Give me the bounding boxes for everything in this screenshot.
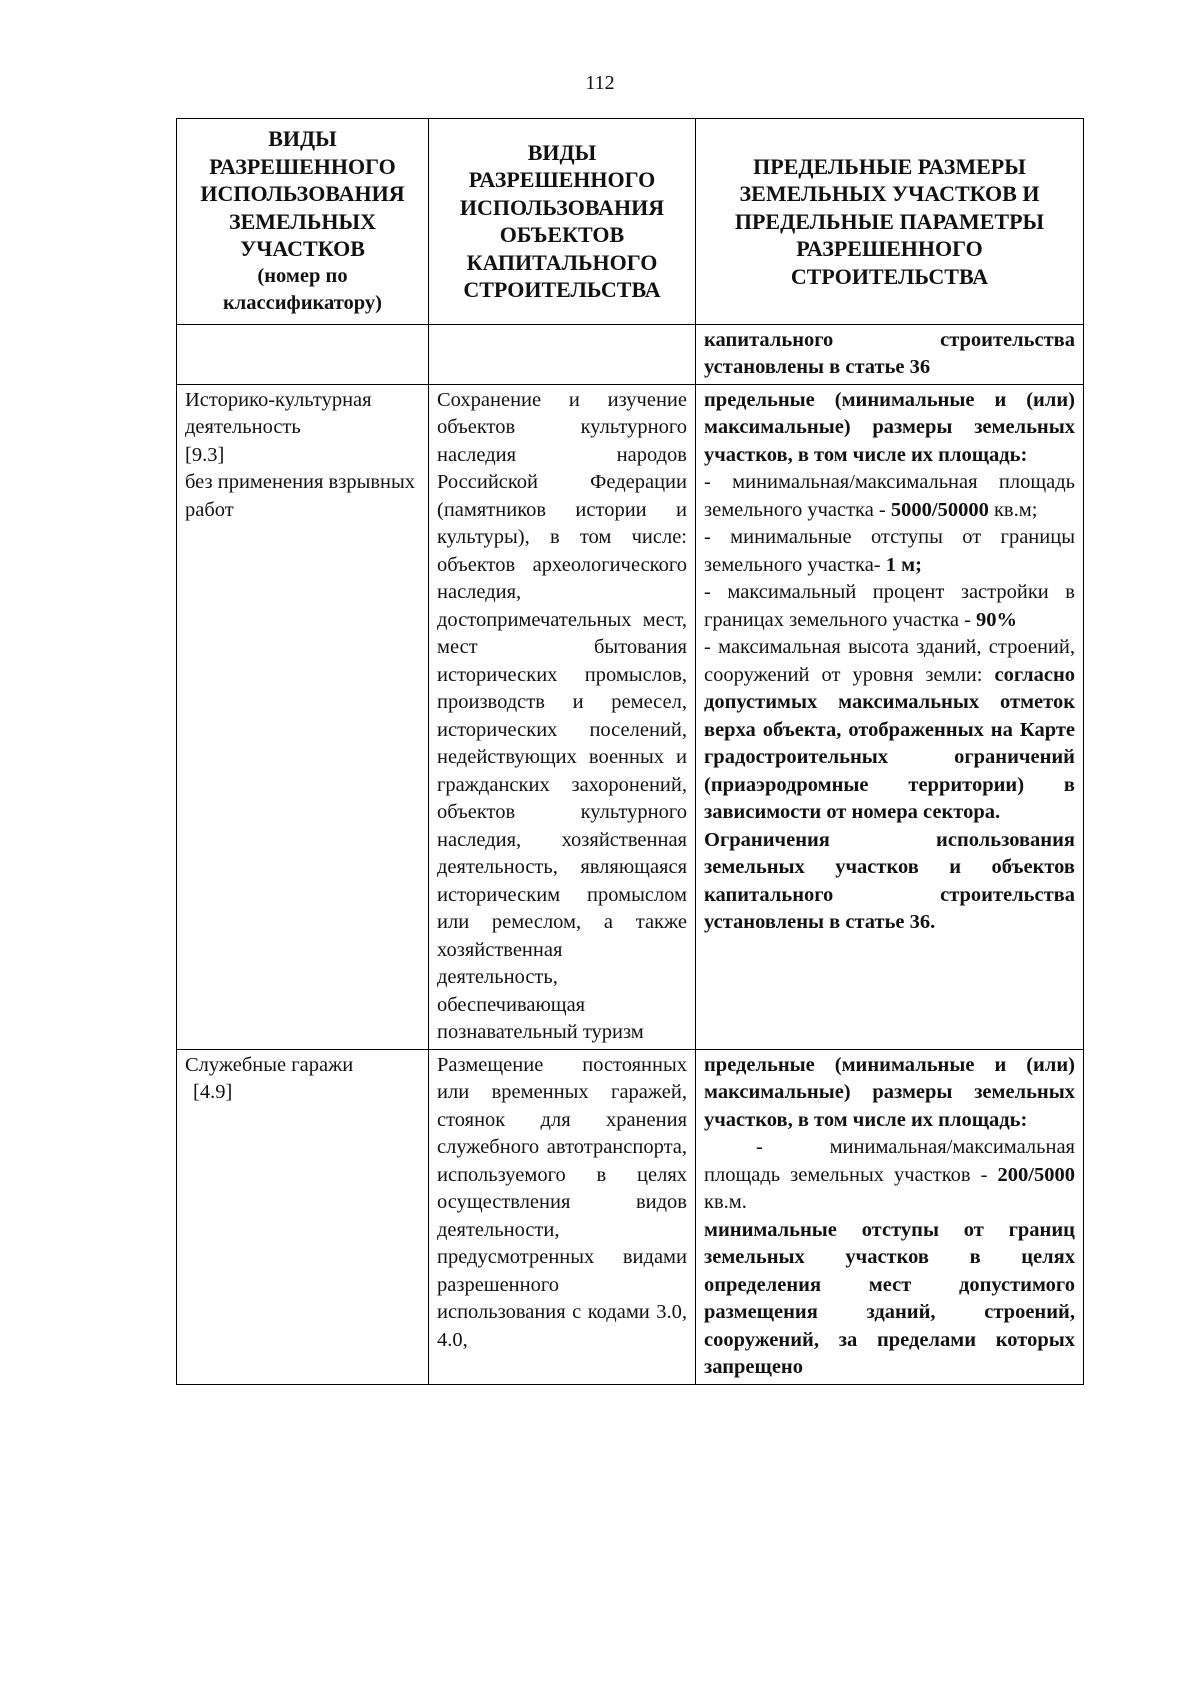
param-intro: предельные (минимальные и (или) максимальные) размеры земельных участков, в том числе их площадь: [704,1053,1075,1131]
table-row-service-garages [177,1049,1084,1384]
param-area: - минимальная/максимальная площадь земельного участка - 5000/50000 кв.м; [704,471,1075,521]
param-intro: предельные (минимальные и (или) максимальные) размеры земельных участков, в том числе их площадь: [704,388,1075,466]
classifier-code: [4.9] [193,1081,233,1103]
header-limit-parameters: ПРЕДЕЛЬНЫЕ РАЗМЕРЫ ЗЕМЕЛЬНЫХ УЧАСТКОВ И ПРЕДЕЛЬНЫЕ ПАРАМЕТРЫ РАЗРЕШЕННОГО СТРОИТЕЛЬСТВА [696,119,1084,325]
cell-empty [177,324,429,384]
use-name: Историко-культурная деятельность [185,388,372,438]
table-row-continuation [177,324,1084,384]
param-setback: минимальные отступы от границ земельных участков в целях определения мест допустимого размещения зданий, строений, сооружений, за пределами которых запрещено [704,1218,1075,1378]
param-area: - минимальная/максимальная площадь земельных участков - 200/5000 кв.м. [704,1136,1075,1213]
use-condition: без применения взрывных работ [185,471,416,521]
cell-continuation-text: капитального строительства установлены в статье 36 [696,324,1084,384]
cell-parameters [696,384,1084,1049]
table-header-row [177,119,1084,325]
table-row-historical-cultural [177,384,1084,1049]
param-restrictions: Ограничения использования земельных участков и объектов капитального строительства установлены в статье 36. [704,828,1075,933]
cell-use-description: Размещение постоянных или временных гаражей, стоянок для хранения служебного автотранспорта, используемого в целях осуществления видов деятельности, предусмотренных видами разрешенного использования с кодами 3.0, 4.0, [429,1049,696,1384]
param-height: - максимальная высота зданий, строений, сооружений от уровня земли: согласно допустимых максимальных отметок верха объекта, отображенных на Карте градостроительных ограничений (приаэродромные территории) в зависимости от номера сектора. [704,636,1076,823]
cell-parameters [696,1049,1084,1384]
cell-use-description: Сохранение и изучение объектов культурного наследия народов Российской Федерации (памятников истории и культуры), в том числе: объектов археологического наследия, достопримечательных мест, мест бытования исторических промыслов, производств и ремесел, исторических поселений, недействующих военных и гражданских захоронений, объектов культурного наследия, хозяйственная деятельность, являющаяся историческим промыслом или ремеслом, а также хозяйственная деятельность, обеспечивающая познавательный туризм [429,384,696,1049]
header-col1-subtitle: (номер по классификатору) [222,264,383,314]
regulations-table [176,118,1084,1385]
cell-use-name [177,1049,429,1384]
header-col1-title: ВИДЫ РАЗРЕШЕННОГО ИСПОЛЬЗОВАНИЯ ЗЕМЕЛЬНЫХ УЧАСТКОВ [200,126,405,261]
cell-use-name [177,384,429,1049]
cell-empty [429,324,696,384]
use-name: Служебные гаражи [185,1053,354,1076]
param-coverage: - максимальный процент застройки в границах земельного участка - 90% [704,581,1075,631]
page-number: 112 [585,72,615,94]
header-land-use-types [177,119,429,325]
header-capital-construction-types: ВИДЫ РАЗРЕШЕННОГО ИСПОЛЬЗОВАНИЯ ОБЪЕКТОВ КАПИТАЛЬНОГО СТРОИТЕЛЬСТВА [429,119,696,325]
classifier-code: [9.3] [185,443,225,466]
param-setback: - минимальные отступы от границы земельного участка- 1 м; [704,526,1075,576]
